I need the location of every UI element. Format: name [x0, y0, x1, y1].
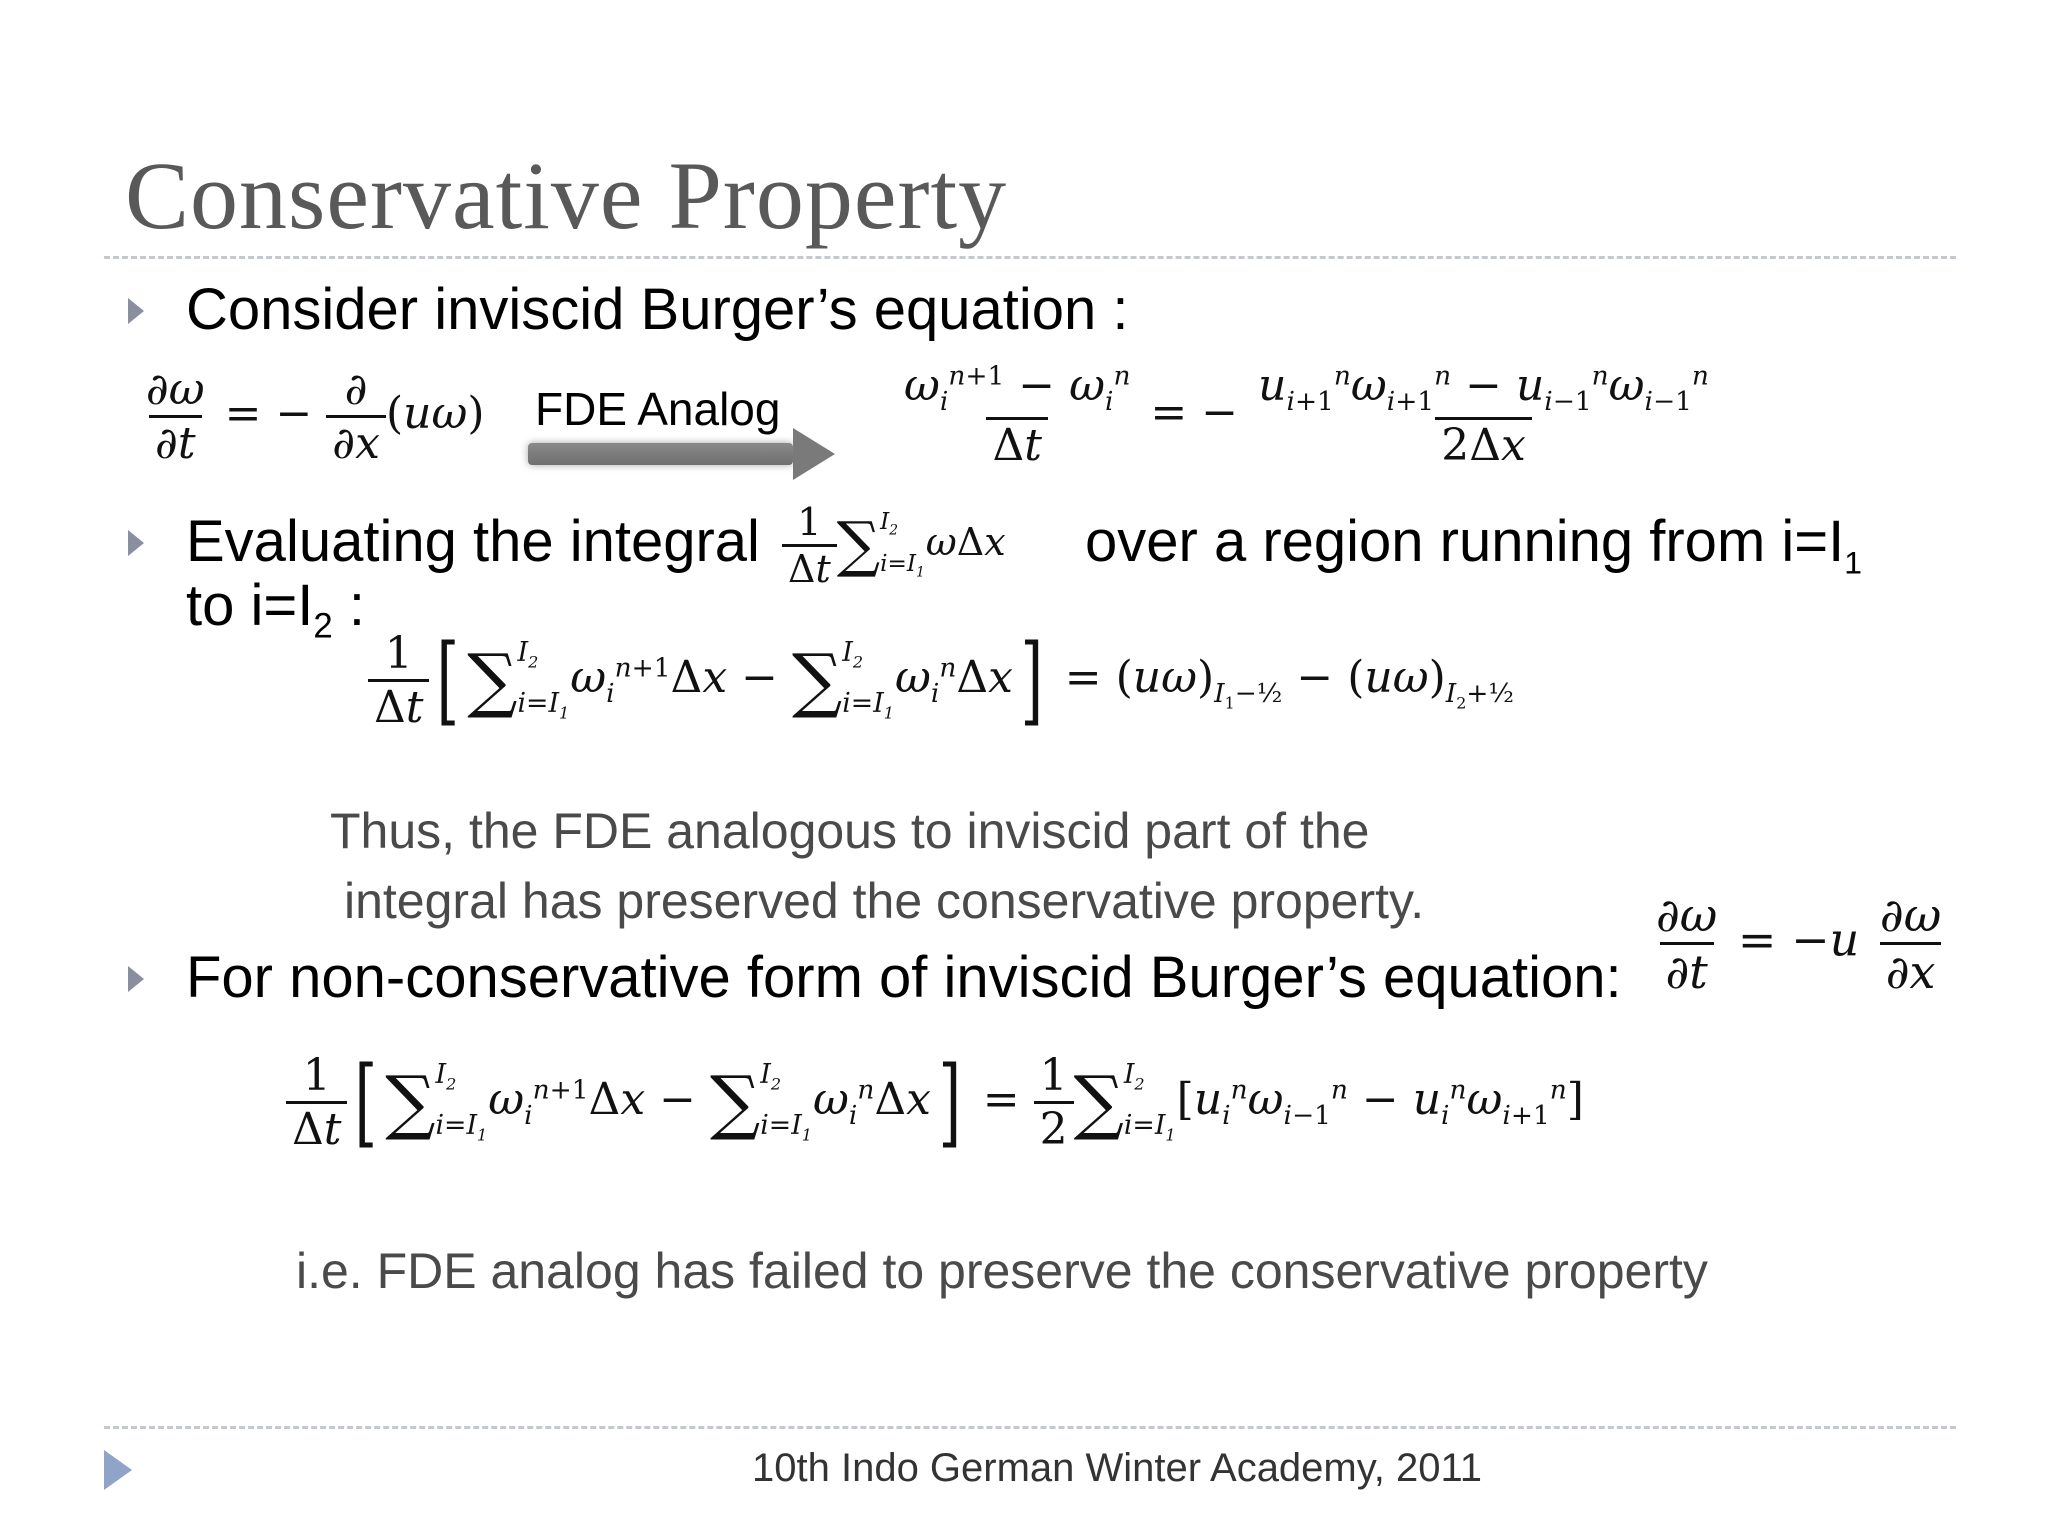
bullet-2-line2: to $i=I_2$ :: [186, 573, 365, 646]
note-conservative-line2: integral has preserved the conservative property.: [344, 873, 1425, 929]
bullet-3-icon: [128, 966, 144, 992]
bullet-1-icon: [128, 298, 144, 324]
bullet-1-text: Consider inviscid Burger’s equation :: [186, 277, 1129, 342]
footer-divider: [104, 1426, 1956, 1429]
non-conservative-burgers-equation: $\frac{\partial\omega}{\partial t}$ = −u $\frac{\partial\omega}{\partial x}$: [1656, 888, 1942, 999]
footer-text: 10th Indo German Winter Academy, 2011: [752, 1446, 1483, 1490]
note-failed-conservation: i.e. FDE analog has failed to preserve the conservative property: [296, 1243, 1708, 1299]
integral-sum-expression: $\frac{1}{\Delta t}$ ∑ $I_2$ $i=I_1$ ωΔx: [782, 500, 1006, 591]
conservative-integral-equation: $\frac{1}{\Delta t}$ [ ∑ $I_2$ $i=I_1$ $\omega_i^{n+1}\Delta x$ − ∑ $I_2$ $i=I_1$ $\omega_i^n\Delta x] = (u\omega)_{I_1-\frac{1}{2}} - (u\omega)_{I_2+\frac{1}{2}}$: [368, 628, 1514, 733]
bullet-2-icon: [128, 530, 144, 556]
non-conservative-integral-equation: $\frac{1}{\Delta t}$ [ ∑ $I_2$ $i=I_1$ $\omega_i^{n+1}\Delta x$ − ∑ $I_2$ $i=I_1$ $\omega_i^n\Delta x$] = $\frac{1}{2}$ ∑ $I_2$ $i=I_1$ $[u_i^n\omega_{i-1}^n - u_i^n\omega_{i+1}^n]$: [286, 1050, 1584, 1155]
bullet-2-text-after: over a region running from $i=I_1$: [1085, 509, 1862, 581]
title-divider: [104, 256, 1956, 259]
right-arrow-icon: [528, 428, 835, 480]
fde-analog-equation: $\frac{\omega_i^{n+1} - \omega_i^n}{\Delta t}$ = − $\frac{u_{i+1}^n\omega_{i+1}^n - u_{i-1}^n\omega_{i-1}^n}{2\Delta x}$: [904, 360, 1709, 471]
footer-triangle-icon: [104, 1450, 132, 1490]
slide-title: Conservative Property: [125, 142, 1008, 249]
note-conservative-line1: Thus, the FDE analogous to inviscid part of the: [330, 803, 1370, 859]
bullet-3-text: For non-conservative form of inviscid Burger’s equation:: [186, 945, 1622, 1010]
arrow-label: FDE Analog: [535, 383, 781, 435]
burgers-equation: $\frac{\partial\omega}{\partial t}$ = − $\frac{\partial}{\partial x}$ (uω): [146, 364, 485, 469]
bullet-2-text-before: Evaluating the integral: [186, 509, 760, 574]
